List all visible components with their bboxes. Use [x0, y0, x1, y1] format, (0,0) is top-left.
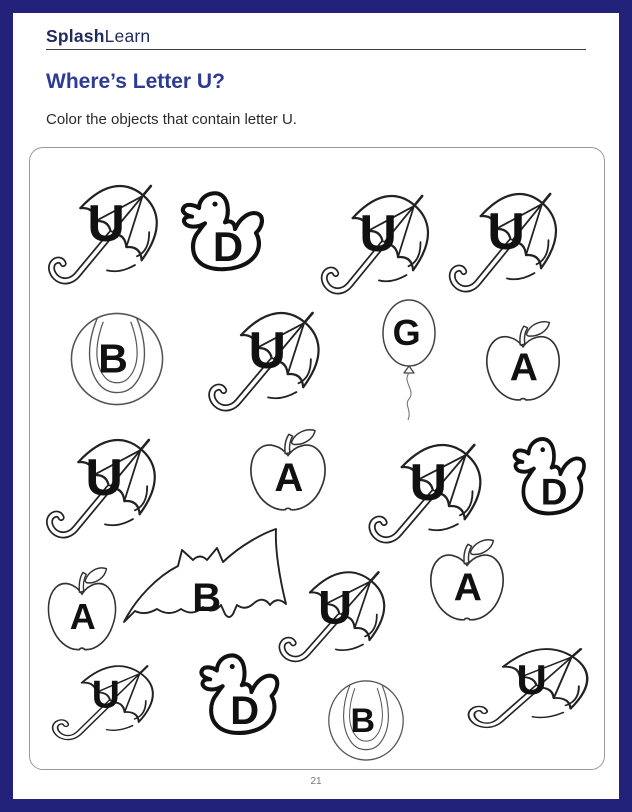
object-letter: A — [453, 566, 482, 610]
object-letter: B — [192, 575, 222, 620]
object-letter: U — [91, 673, 120, 717]
header-divider — [46, 49, 586, 50]
worksheet-object-apple[interactable] — [482, 318, 564, 408]
worksheet-object-umbrella[interactable] — [450, 633, 604, 763]
splashlearn-logo — [46, 26, 150, 47]
object-letter: U — [487, 203, 525, 262]
worksheet-canvas — [29, 147, 605, 770]
worksheet-object-umbrella[interactable] — [433, 174, 571, 336]
worksheet-object-apple[interactable] — [44, 564, 120, 658]
object-letter: B — [350, 701, 376, 740]
page-number: 21 — [310, 776, 322, 787]
object-letter: U — [248, 322, 287, 381]
logo-text-light: Learn — [104, 26, 151, 46]
instruction-text: Color the objects that contain letter U. — [46, 111, 297, 128]
page-title: Where’s Letter U? — [46, 70, 225, 93]
worksheet-object-balloon[interactable] — [380, 298, 438, 422]
worksheet-object-apple[interactable] — [426, 536, 508, 628]
worksheet-object-duck[interactable] — [171, 184, 271, 280]
object-letter: D — [540, 471, 568, 513]
object-letter: U — [409, 454, 448, 513]
object-letter: U — [87, 195, 125, 254]
worksheet-object-umbrella[interactable] — [37, 651, 167, 773]
worksheet-object-apple[interactable] — [246, 426, 330, 518]
worksheet-object-umbrella[interactable] — [32, 166, 172, 328]
object-letter: A — [69, 595, 96, 637]
object-letter: U — [359, 205, 397, 264]
object-letter: U — [318, 580, 353, 634]
object-letter: U — [85, 449, 123, 508]
worksheet-object-ball[interactable] — [326, 678, 406, 763]
object-letter: D — [230, 688, 260, 733]
object-letter: U — [516, 655, 547, 703]
object-letter: A — [274, 455, 304, 500]
worksheet-page — [13, 13, 619, 799]
worksheet-object-ball[interactable] — [68, 310, 166, 408]
object-letter: A — [509, 346, 538, 390]
worksheet-object-duck[interactable] — [504, 430, 592, 524]
object-letter: D — [212, 223, 244, 271]
object-letter: B — [98, 335, 128, 382]
worksheet-object-duck[interactable] — [190, 646, 286, 744]
object-letter: G — [392, 311, 421, 353]
logo-text-bold: Splash — [46, 26, 105, 46]
